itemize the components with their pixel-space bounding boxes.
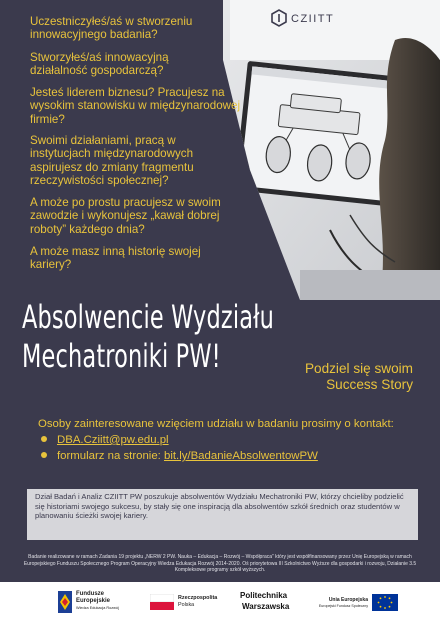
bullet-dot bbox=[41, 452, 47, 458]
pw-line-2: Warszawska bbox=[242, 602, 290, 611]
headline bbox=[22, 298, 345, 376]
question-5: A może po prostu pracujesz w swoim zawodzie i wykonujesz „kawał dobrej roboty” każdego dnia? bbox=[30, 196, 221, 236]
rzeczpospolita-polska-logo bbox=[148, 582, 228, 622]
question-6: A może masz inną historię swojej kariery? bbox=[30, 245, 201, 272]
bullet-dot bbox=[41, 436, 47, 442]
eu-flag-icon bbox=[372, 594, 398, 611]
funding-footnote: Badanie realizowane w ramach Zadania 19 projektu „NERW 2 PW. Nauka – Edukacja – Rozwój – Współpraca” który jest współfinansowany przez Unię Europejską w ramach Europejskiego Funduszu Społecznego Program Operacyjny Wiedza Edukacja Rozwój 2014-2020. Oś priorytetowa III Szkolnictwo Wyższe dla gospodarki i rozwoju, Działanie 3.5 Kompleksowe programy szkół wyższych. bbox=[23, 554, 417, 574]
contact-email-link[interactable]: DBA.Cziitt@pw.edu.pl bbox=[57, 434, 169, 446]
question-3: Jesteś liderem biznesu? Pracujesz na wysokim stanowisku w międzynarodowej firmie? bbox=[30, 86, 241, 126]
fe-emblem-icon bbox=[58, 591, 72, 613]
contact-email-item bbox=[41, 434, 169, 446]
contact-form-item bbox=[41, 450, 318, 462]
contact-intro: Osoby zainteresowane wzięciem udziału w badaniu prosimy o kontakt: bbox=[38, 418, 394, 430]
headline-line-1: Absolwencie Wydziału bbox=[22, 298, 275, 336]
fe-line-1: Fundusze bbox=[76, 591, 104, 597]
logo-text: CZIITT bbox=[291, 13, 335, 25]
rp-line-2: Polska bbox=[178, 602, 195, 608]
tagline-line-2: Success Story bbox=[326, 377, 413, 392]
fe-line-3: Wiedza Edukacja Rozwój bbox=[76, 606, 119, 610]
description-text: Dział Badań i Analiz CZIITT PW poszukuje absolwentów Wydziału Mechatroniki PW, którzy chcieliby podzielić się historiami swojego sukcesu, by stały się one inspiracją dla absolwentów szkół średnich oraz studentów w planowaniu ścieżki swojej kariery. bbox=[35, 492, 404, 521]
fundusze-europejskie-logo bbox=[56, 582, 136, 622]
tagline-line-1: Podziel się swoim bbox=[304, 361, 413, 376]
question-4: Swoimi działaniami, pracą w instytucjach międzynarodowych aspirujesz do zmiany fragmentu rzeczywistości społecznej? bbox=[30, 134, 194, 188]
ue-line-1: Unia Europejska bbox=[328, 597, 368, 603]
headline-line-2: Mechatroniki PW! bbox=[22, 337, 221, 375]
form-link[interactable]: bit.ly/BadanieAbsolwentowPW bbox=[164, 450, 318, 462]
ue-line-2: Europejski Fundusz Społeczny bbox=[318, 604, 368, 608]
tagline bbox=[305, 361, 413, 393]
polish-flag-icon bbox=[150, 594, 174, 610]
rp-line-1: Rzeczpospolita bbox=[178, 595, 218, 601]
fe-line-2: Europejskie bbox=[76, 598, 111, 604]
form-prefix: formularz na stronie: bbox=[57, 450, 164, 462]
pw-line-1: Politechnika bbox=[240, 591, 288, 600]
unia-europejska-logo bbox=[318, 582, 408, 622]
question-2: Stworzyłeś/aś innowacyjną działalność gospodarczą? bbox=[30, 51, 169, 78]
question-1: Uczestniczyłeś/aś w stworzeniu innowacyjnego badania? bbox=[30, 15, 193, 42]
politechnika-warszawska-logo bbox=[240, 582, 310, 622]
logos-bar bbox=[0, 582, 440, 622]
